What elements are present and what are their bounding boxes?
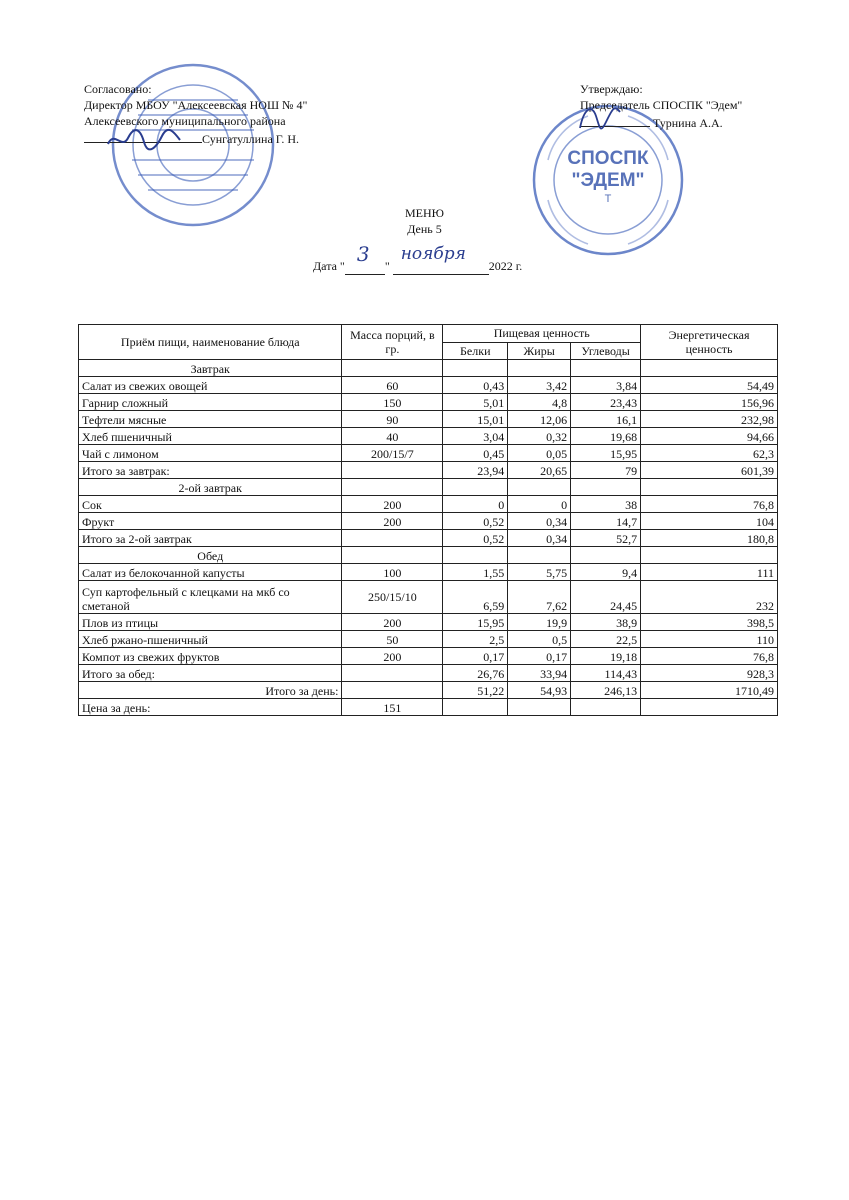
dish-energy: 111 bbox=[641, 564, 778, 581]
table-row bbox=[79, 581, 778, 614]
dish-proteins: 0,17 bbox=[443, 648, 508, 665]
empty-cell bbox=[342, 462, 443, 479]
section-row bbox=[79, 547, 778, 564]
total-carbs: 52,7 bbox=[571, 530, 641, 547]
empty-cell bbox=[342, 530, 443, 547]
menu-title: МЕНЮ bbox=[405, 206, 444, 220]
total-proteins: 0,52 bbox=[443, 530, 508, 547]
total-row bbox=[79, 530, 778, 547]
empty-cell bbox=[342, 479, 443, 496]
dish-proteins: 15,95 bbox=[443, 614, 508, 631]
approve-label: Утверждаю: bbox=[580, 82, 643, 96]
section-row bbox=[79, 479, 778, 496]
empty-cell bbox=[443, 547, 508, 564]
dish-name: Хлеб пшеничный bbox=[79, 428, 342, 445]
empty-cell bbox=[443, 699, 508, 716]
dish-energy: 104 bbox=[641, 513, 778, 530]
dish-energy: 232 bbox=[641, 581, 778, 614]
dish-proteins: 0,45 bbox=[443, 445, 508, 462]
dish-mass: 200/15/7 bbox=[342, 445, 443, 462]
table-row bbox=[79, 428, 778, 445]
dish-energy: 62,3 bbox=[641, 445, 778, 462]
menu-table bbox=[78, 324, 778, 716]
dish-carbs: 38 bbox=[571, 496, 641, 513]
stamp-text: СПОСПК "ЭДЕМ" Т bbox=[567, 148, 649, 205]
menu-table-body bbox=[79, 360, 778, 716]
total-row bbox=[79, 682, 778, 699]
dish-name: Чай с лимоном bbox=[79, 445, 342, 462]
header-nutrition: Пищевая ценность bbox=[443, 325, 641, 343]
total-energy: 601,39 bbox=[641, 462, 778, 479]
empty-cell bbox=[571, 699, 641, 716]
dish-mass: 200 bbox=[342, 513, 443, 530]
dish-carbs: 16,1 bbox=[571, 411, 641, 428]
dish-name: Сок bbox=[79, 496, 342, 513]
table-row bbox=[79, 648, 778, 665]
empty-cell bbox=[508, 699, 571, 716]
dish-carbs: 19,68 bbox=[571, 428, 641, 445]
dish-fats: 0 bbox=[508, 496, 571, 513]
empty-cell bbox=[641, 360, 778, 377]
empty-cell bbox=[571, 547, 641, 564]
dish-fats: 0,32 bbox=[508, 428, 571, 445]
dish-name: Суп картофельный с клецками на мкб со сметаной bbox=[79, 581, 342, 614]
dish-fats: 12,06 bbox=[508, 411, 571, 428]
empty-cell bbox=[641, 547, 778, 564]
table-row bbox=[79, 614, 778, 631]
date-month-field bbox=[393, 244, 489, 275]
total-proteins: 26,76 bbox=[443, 665, 508, 682]
dish-proteins: 0,52 bbox=[443, 513, 508, 530]
agreed-label: Согласовано: bbox=[84, 82, 152, 96]
dish-energy: 94,66 bbox=[641, 428, 778, 445]
dish-proteins: 5,01 bbox=[443, 394, 508, 411]
dish-fats: 3,42 bbox=[508, 377, 571, 394]
dish-fats: 4,8 bbox=[508, 394, 571, 411]
empty-cell bbox=[508, 360, 571, 377]
date-quote: " bbox=[384, 259, 390, 273]
dish-mass: 100 bbox=[342, 564, 443, 581]
empty-cell bbox=[342, 665, 443, 682]
dish-energy: 398,5 bbox=[641, 614, 778, 631]
dish-carbs: 38,9 bbox=[571, 614, 641, 631]
dish-energy: 232,98 bbox=[641, 411, 778, 428]
section-title: 2-ой завтрак bbox=[79, 479, 342, 496]
table-row bbox=[79, 564, 778, 581]
date-day-field bbox=[345, 242, 385, 275]
dish-carbs: 14,7 bbox=[571, 513, 641, 530]
header-proteins: Белки bbox=[443, 342, 508, 360]
total-label: Итого за день: bbox=[79, 682, 342, 699]
total-energy: 1710,49 bbox=[641, 682, 778, 699]
price-label: Цена за день: bbox=[79, 699, 342, 716]
dish-proteins: 3,04 bbox=[443, 428, 508, 445]
empty-cell bbox=[508, 479, 571, 496]
dish-carbs: 15,95 bbox=[571, 445, 641, 462]
empty-cell bbox=[571, 360, 641, 377]
empty-cell bbox=[641, 699, 778, 716]
dish-proteins: 6,59 bbox=[443, 581, 508, 614]
empty-cell bbox=[342, 360, 443, 377]
total-fats: 20,65 bbox=[508, 462, 571, 479]
dish-energy: 156,96 bbox=[641, 394, 778, 411]
dish-name: Тефтели мясные bbox=[79, 411, 342, 428]
table-row bbox=[79, 445, 778, 462]
total-energy: 928,3 bbox=[641, 665, 778, 682]
empty-cell bbox=[342, 547, 443, 564]
table-row bbox=[79, 411, 778, 428]
dish-mass: 200 bbox=[342, 496, 443, 513]
table-row bbox=[79, 631, 778, 648]
dish-mass: 150 bbox=[342, 394, 443, 411]
total-row bbox=[79, 462, 778, 479]
total-carbs: 79 bbox=[571, 462, 641, 479]
empty-cell bbox=[443, 479, 508, 496]
total-energy: 180,8 bbox=[641, 530, 778, 547]
dish-energy: 76,8 bbox=[641, 496, 778, 513]
dish-fats: 19,9 bbox=[508, 614, 571, 631]
dish-fats: 0,34 bbox=[508, 513, 571, 530]
district-line: Алексеевского муниципального района bbox=[84, 114, 286, 128]
empty-cell bbox=[443, 360, 508, 377]
table-row bbox=[79, 513, 778, 530]
chairman-name: Турнина А.А. bbox=[653, 116, 723, 130]
dish-mass: 250/15/10 bbox=[342, 581, 443, 614]
date-line bbox=[313, 242, 523, 275]
section-row bbox=[79, 360, 778, 377]
dish-energy: 54,49 bbox=[641, 377, 778, 394]
dish-name: Салат из белокочанной капусты bbox=[79, 564, 342, 581]
director-position: Директор МБОУ "Алексеевская НОШ № 4" bbox=[84, 98, 308, 112]
dish-mass: 40 bbox=[342, 428, 443, 445]
header-mass: Масса порций, в гр. bbox=[342, 325, 443, 360]
dish-mass: 90 bbox=[342, 411, 443, 428]
dish-carbs: 23,43 bbox=[571, 394, 641, 411]
dish-name: Хлеб ржано-пшеничный bbox=[79, 631, 342, 648]
empty-cell bbox=[342, 682, 443, 699]
header-dish: Приём пищи, наименование блюда bbox=[79, 325, 342, 360]
chairman-signature bbox=[570, 98, 630, 138]
dish-proteins: 2,5 bbox=[443, 631, 508, 648]
dish-mass: 60 bbox=[342, 377, 443, 394]
dish-name: Плов из птицы bbox=[79, 614, 342, 631]
price-row bbox=[79, 699, 778, 716]
empty-cell bbox=[641, 479, 778, 496]
header-carbs: Углеводы bbox=[571, 342, 641, 360]
total-fats: 54,93 bbox=[508, 682, 571, 699]
dish-proteins: 1,55 bbox=[443, 564, 508, 581]
table-row bbox=[79, 496, 778, 513]
date-month: ноября bbox=[400, 244, 466, 264]
total-proteins: 51,22 bbox=[443, 682, 508, 699]
dish-fats: 7,62 bbox=[508, 581, 571, 614]
total-carbs: 246,13 bbox=[571, 682, 641, 699]
dish-proteins: 15,01 bbox=[443, 411, 508, 428]
dish-name: Гарнир сложный bbox=[79, 394, 342, 411]
total-fats: 0,34 bbox=[508, 530, 571, 547]
director-signature bbox=[104, 124, 184, 154]
header-energy: Энергетическая ценность bbox=[641, 325, 778, 360]
dish-fats: 0,05 bbox=[508, 445, 571, 462]
date-prefix: Дата " bbox=[313, 259, 345, 273]
date-day: 3 bbox=[356, 242, 370, 266]
dish-mass: 200 bbox=[342, 614, 443, 631]
total-label: Итого за обед: bbox=[79, 665, 342, 682]
dish-carbs: 3,84 bbox=[571, 377, 641, 394]
dish-proteins: 0,43 bbox=[443, 377, 508, 394]
director-name: Сунгатуллина Г. Н. bbox=[202, 132, 300, 146]
dish-carbs: 19,18 bbox=[571, 648, 641, 665]
total-label: Итого за завтрак: bbox=[79, 462, 342, 479]
dish-fats: 0,5 bbox=[508, 631, 571, 648]
header-fats: Жиры bbox=[508, 342, 571, 360]
dish-name: Салат из свежих овощей bbox=[79, 377, 342, 394]
dish-fats: 5,75 bbox=[508, 564, 571, 581]
section-title: Завтрак bbox=[79, 360, 342, 377]
dish-energy: 110 bbox=[641, 631, 778, 648]
price-value: 151 bbox=[342, 699, 443, 716]
dish-name: Фрукт bbox=[79, 513, 342, 530]
empty-cell bbox=[508, 547, 571, 564]
total-label: Итого за 2-ой завтрак bbox=[79, 530, 342, 547]
chairman-position: Председатель СПОСПК "Эдем" bbox=[580, 98, 743, 112]
dish-carbs: 22,5 bbox=[571, 631, 641, 648]
dish-proteins: 0 bbox=[443, 496, 508, 513]
table-row bbox=[79, 377, 778, 394]
total-row bbox=[79, 665, 778, 682]
empty-cell bbox=[571, 479, 641, 496]
section-title: Обед bbox=[79, 547, 342, 564]
dish-carbs: 9,4 bbox=[571, 564, 641, 581]
total-fats: 33,94 bbox=[508, 665, 571, 682]
total-carbs: 114,43 bbox=[571, 665, 641, 682]
dish-mass: 200 bbox=[342, 648, 443, 665]
dish-energy: 76,8 bbox=[641, 648, 778, 665]
dish-fats: 0,17 bbox=[508, 648, 571, 665]
day-label: День 5 bbox=[407, 222, 442, 236]
total-proteins: 23,94 bbox=[443, 462, 508, 479]
dish-name: Компот из свежих фруктов bbox=[79, 648, 342, 665]
table-row bbox=[79, 394, 778, 411]
dish-carbs: 24,45 bbox=[571, 581, 641, 614]
date-year: 2022 г. bbox=[488, 259, 523, 273]
dish-mass: 50 bbox=[342, 631, 443, 648]
